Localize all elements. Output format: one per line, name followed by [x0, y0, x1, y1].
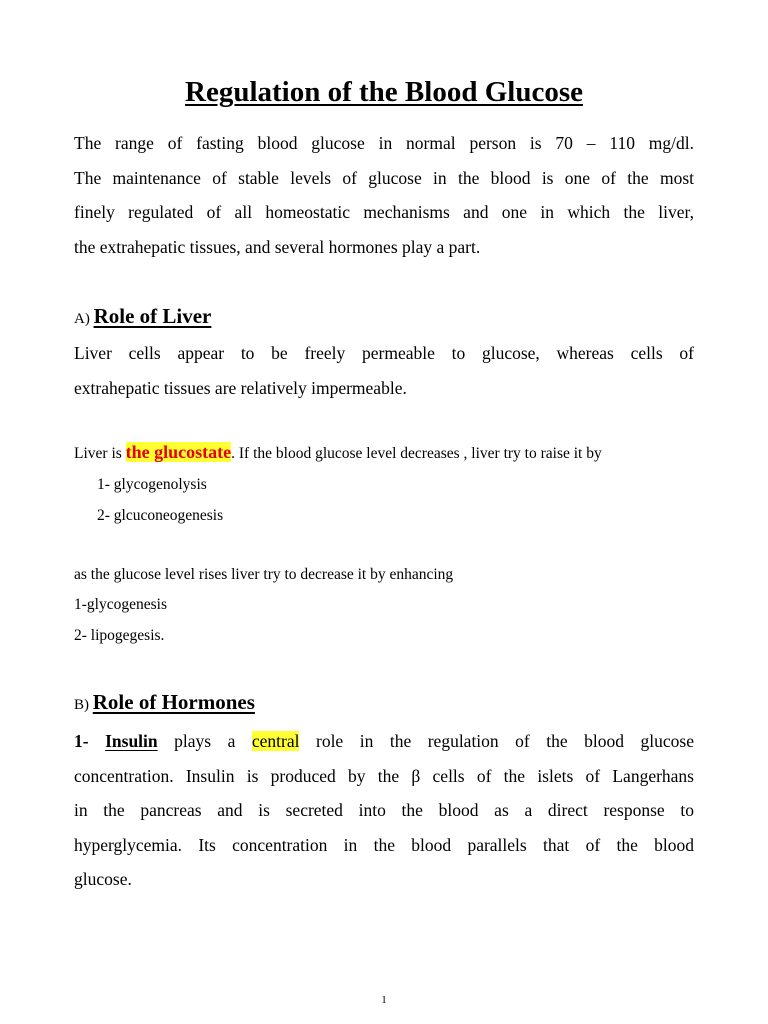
insulin-line1-end: role in the regulation of the blood glucose [299, 731, 694, 751]
section-a-letter: A) [74, 311, 90, 327]
section-b-heading [74, 690, 255, 715]
decrease-item-2: 2- lipogegesis. [74, 627, 165, 644]
section-b-letter: B) [74, 697, 89, 713]
glucostate-sentence [74, 442, 602, 463]
intro-line: the extrahepatic tissues, and several hormones play a part. [74, 236, 481, 257]
insulin-line: hyperglycemia. Its concentration in the blood parallels that of the blood [74, 834, 694, 855]
insulin-label: Insulin [105, 731, 158, 751]
insulin-line [74, 724, 694, 759]
insulin-line: glucose. [74, 869, 132, 889]
section-b-title: Role of Hormones [92, 690, 255, 714]
page-number: 1 [381, 994, 387, 1006]
section-a-title: Role of Liver [93, 304, 212, 328]
section-a-heading [74, 304, 211, 329]
liver-permeability-paragraph [74, 336, 694, 405]
insulin-paragraph [74, 724, 694, 897]
decrease-item-1: 1-glycogenesis [74, 596, 167, 613]
central-highlight: central [251, 731, 300, 751]
intro-paragraph [74, 126, 694, 264]
liver-line: Liver cells appear to be freely permeable to glucose, whereas cells of [74, 343, 694, 363]
liver-line: extrahepatic tissues are relatively impermeable. [74, 377, 407, 398]
insulin-line: in the pancreas and is secreted into the blood as a direct response to [74, 800, 694, 820]
intro-line: The maintenance of stable levels of glucose in the blood is one of the most [74, 167, 694, 188]
intro-line: finely regulated of all homeostatic mechanisms and one in which the liver, [74, 202, 694, 222]
page-title: Regulation of the Blood Glucose [185, 76, 583, 108]
glucostate-suffix: . If the blood glucose level decreases , liver try to raise it by [231, 445, 602, 462]
insulin-line: concentration. Insulin is produced by the β cells of the islets of Langerhans [74, 765, 694, 786]
raise-item-1: 1- glycogenolysis [97, 476, 207, 493]
glucostate-highlight: the glucostate [125, 442, 232, 462]
glucostate-prefix: Liver is [74, 445, 126, 462]
decrease-intro: as the glucose level rises liver try to decrease it by enhancing [74, 566, 454, 583]
intro-line: The range of fasting blood glucose in normal person is 70 – 110 mg/dl. [74, 133, 694, 153]
insulin-number: 1- [74, 731, 106, 751]
insulin-line1-mid: plays a [157, 731, 252, 751]
raise-item-2: 2- glcuconeogenesis [97, 507, 224, 524]
